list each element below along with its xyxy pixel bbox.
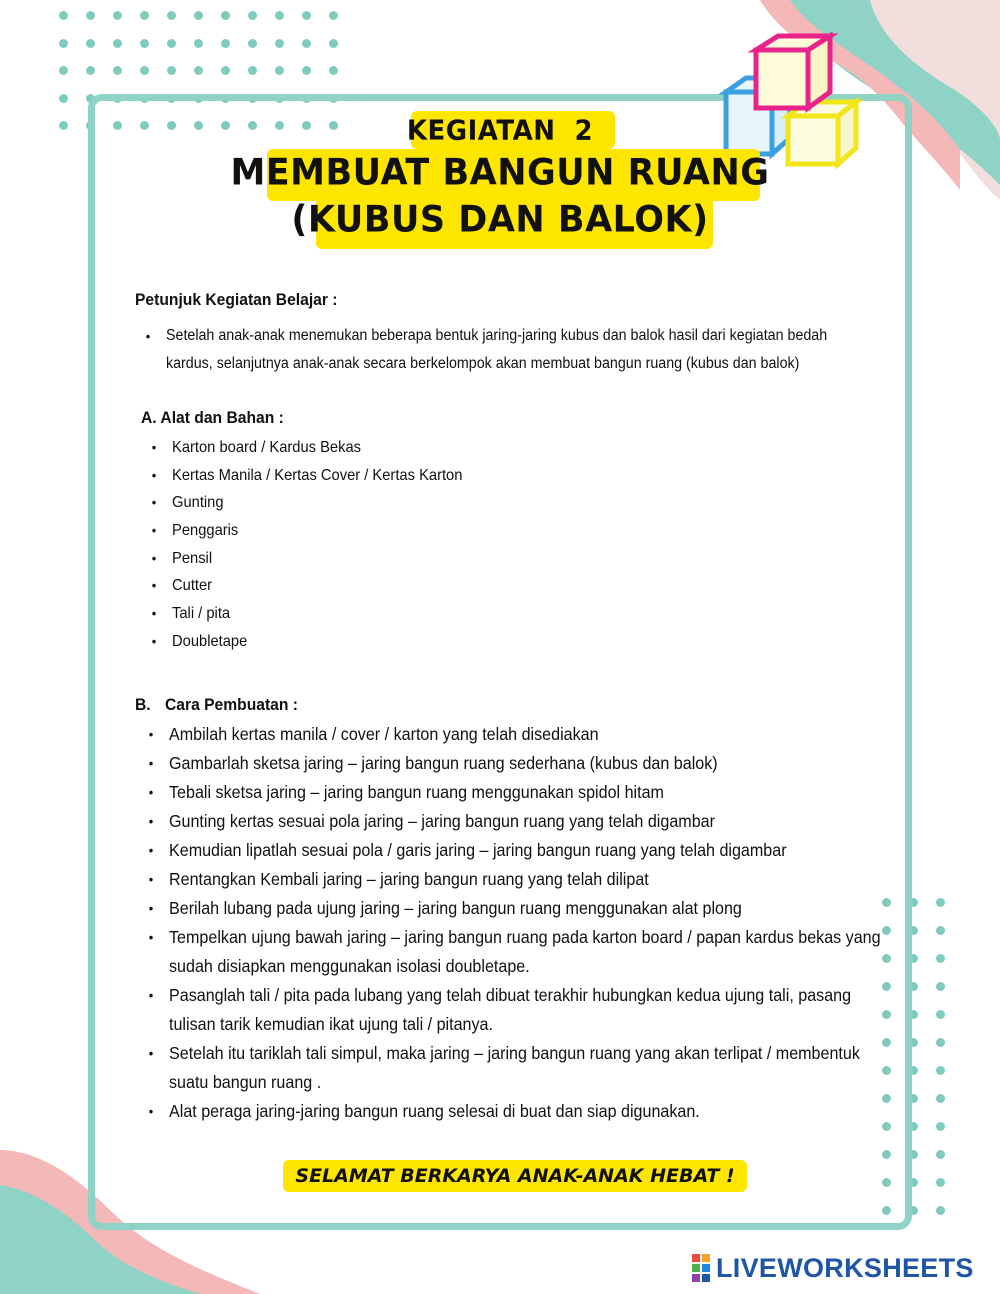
step-item <box>148 1039 887 1097</box>
liveworksheets-brand: LIVEWORKSHEETS <box>716 1252 974 1283</box>
step-item-text: Gunting kertas sesuai pola jaring – jaring bangun ruang yang telah digambar <box>169 811 715 831</box>
step-item <box>148 778 887 807</box>
step-item-text: Alat peraga jaring-jaring bangun ruang selesai di buat dan siap digunakan. <box>169 1101 700 1121</box>
step-item-text: Pasanglah tali / pita pada lubang yang telah dibuat terakhir hubungkan kedua ujung tali, pasang tulisan tarik kemudian ikat ujung tali / pitanya. <box>169 985 852 1034</box>
dot <box>140 39 149 48</box>
dot <box>248 66 257 75</box>
step-item <box>148 981 887 1039</box>
bullet-icon: • <box>145 328 151 344</box>
dot <box>329 39 338 48</box>
step-item <box>148 807 887 836</box>
tool-item-text: Cutter <box>172 577 213 595</box>
step-item <box>148 923 887 981</box>
dot <box>329 11 338 20</box>
tool-item <box>151 517 462 545</box>
dot <box>221 11 230 20</box>
dot <box>59 66 68 75</box>
page-title-line-1: MEMBUAT BANGUN RUANG <box>230 152 770 194</box>
step-item <box>148 836 887 865</box>
step-item <box>148 749 887 778</box>
bullet-icon: • <box>148 813 154 829</box>
bullet-icon: • <box>148 755 154 771</box>
bullet-icon: • <box>151 577 157 594</box>
dot <box>140 11 149 20</box>
bullet-icon: • <box>148 987 154 1003</box>
step-item <box>148 720 887 749</box>
bullet-icon: • <box>151 549 157 566</box>
tool-item <box>151 628 462 656</box>
tool-item-text: Penggaris <box>172 522 239 540</box>
tools-list <box>151 434 488 656</box>
bullet-icon: • <box>148 842 154 858</box>
step-item <box>148 1097 887 1126</box>
step-item-text: Setelah itu tariklah tali simpul, maka jaring – jaring bangun ruang yang akan terlipat / membentuk suatu bangun ruang . <box>169 1043 860 1092</box>
activity-label: KEGIATAN 2 <box>406 115 594 147</box>
dot <box>302 11 311 20</box>
step-item-text: Gambarlah sketsa jaring – jaring bangun ruang sederhana (kubus dan balok) <box>169 753 718 773</box>
bullet-icon: • <box>148 929 154 945</box>
step-item <box>148 894 887 923</box>
dot <box>221 39 230 48</box>
dot <box>140 66 149 75</box>
dot <box>194 11 203 20</box>
tool-item <box>151 572 462 600</box>
intro-item <box>145 322 865 378</box>
intro-item-text: Setelah anak-anak menemukan beberapa bentuk jaring-jaring kubus dan balok hasil dari kegiatan bedah kardus, selanjutnya anak-anak secara berkelompok akan membuat bangun ruang (kubus dan balok) <box>166 327 828 372</box>
dot <box>329 66 338 75</box>
dot <box>167 11 176 20</box>
dot <box>936 1178 945 1187</box>
dot <box>113 11 122 20</box>
dot <box>86 39 95 48</box>
dot <box>59 94 68 103</box>
step-item-text: Ambilah kertas manila / cover / karton yang telah disediakan <box>169 724 599 744</box>
dot <box>113 66 122 75</box>
tool-item-text: Doubletape <box>172 632 248 650</box>
tool-item <box>151 462 463 490</box>
bullet-icon: • <box>148 784 154 800</box>
page-title-line-2: (KUBUS DAN BALOK) <box>291 199 709 241</box>
tool-item-text: Tali / pita <box>172 605 231 623</box>
tool-item-text: Karton board / Kardus Bekas <box>172 439 362 456</box>
tool-item <box>151 489 462 517</box>
dot <box>275 39 284 48</box>
dot <box>167 66 176 75</box>
step-item-text: Kemudian lipatlah sesuai pola / garis jaring – jaring bangun ruang yang telah digambar <box>169 840 787 860</box>
tool-item-text: Gunting <box>172 494 224 512</box>
dot <box>936 1150 945 1159</box>
dot <box>194 39 203 48</box>
dot <box>936 1206 945 1215</box>
dot <box>113 39 122 48</box>
dot <box>302 39 311 48</box>
step-item-text: Berilah lubang pada ujung jaring – jaring bangun ruang menggunakan alat plong <box>169 898 742 918</box>
step-item-text: Tempelkan ujung bawah jaring – jaring bangun ruang pada karton board / papan kardus bekas yang sudah disiapkan menggunakan isolasi doubletape. <box>169 927 881 976</box>
step-item <box>148 865 887 894</box>
bullet-icon: • <box>148 871 154 887</box>
bullet-icon: • <box>151 439 157 455</box>
step-item-text: Tebali sketsa jaring – jaring bangun ruang menggunakan spidol hitam <box>169 782 664 802</box>
bullet-icon: • <box>151 466 157 483</box>
steps-heading: Cara Pembuatan : <box>165 695 298 714</box>
bullet-icon: • <box>148 900 154 916</box>
dot <box>86 11 95 20</box>
dot <box>59 39 68 48</box>
dot <box>275 11 284 20</box>
tool-item <box>151 545 462 573</box>
tool-item <box>151 434 462 462</box>
bullet-icon: • <box>151 605 157 622</box>
dot <box>248 11 257 20</box>
liveworksheets-watermark <box>692 1253 974 1283</box>
intro-list <box>145 322 926 378</box>
tools-heading: A. Alat dan Bahan : <box>141 408 284 427</box>
bullet-icon: • <box>151 522 157 539</box>
liveworksheets-logo-icon <box>692 1254 710 1282</box>
dot <box>248 39 257 48</box>
dot <box>302 66 311 75</box>
bullet-icon: • <box>148 1103 154 1119</box>
bullet-icon: • <box>151 632 157 649</box>
tool-item-text: Pensil <box>172 549 213 567</box>
dot <box>59 11 68 20</box>
steps-heading-letter: B. <box>135 695 151 714</box>
dot <box>86 66 95 75</box>
tool-item <box>151 600 462 628</box>
bullet-icon: • <box>151 494 157 511</box>
intro-heading: Petunjuk Kegiatan Belajar : <box>135 290 338 309</box>
dot <box>275 66 284 75</box>
dot <box>221 66 230 75</box>
closing-message: SELAMAT BERKARYA ANAK-ANAK HEBAT ! <box>295 1165 735 1187</box>
bullet-icon: • <box>148 1045 154 1061</box>
bullet-icon: • <box>148 726 154 742</box>
step-item-text: Rentangkan Kembali jaring – jaring bangun ruang yang telah dilipat <box>169 869 649 889</box>
dot <box>167 39 176 48</box>
dot <box>194 66 203 75</box>
steps-list <box>148 720 949 1126</box>
tool-item-text: Kertas Manila / Kertas Cover / Kertas Karton <box>172 466 463 484</box>
